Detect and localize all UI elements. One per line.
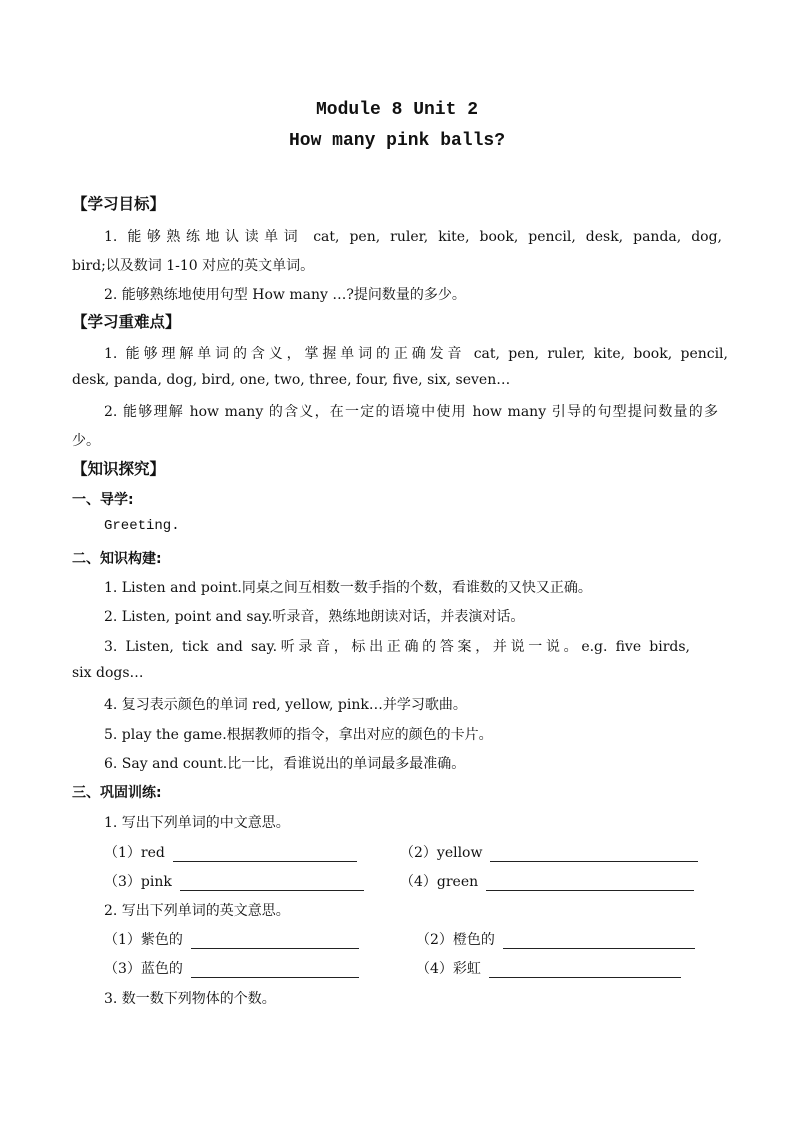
title-lesson: How many pink balls?: [288, 131, 506, 151]
q2-item-label: （2）橙色的: [416, 932, 495, 948]
keypoints-heading: 【学习重难点】: [72, 313, 181, 331]
keypoint-1-line2: desk, panda, dog, bird, one, two, three, four, five, six, seven…: [72, 372, 511, 388]
part2-item2: 2. Listen, point and say.听录音，熟练地朗读对话，并表演对话。: [104, 609, 525, 625]
q1-item-green: [400, 871, 694, 891]
part1-text: Greeting.: [104, 518, 180, 534]
q3-prompt: 3. 数一数下列物体的个数。: [104, 991, 276, 1007]
part2-item5: 5. play the game.根据教师的指令，拿出对应的颜色的卡片。: [104, 727, 493, 743]
keypoint-2-line1: 2. 能够理解 how many 的含义，在一定的语境中使用 how many 引导的句型提问数量的多: [104, 404, 718, 420]
q2-prompt: 2. 写出下列单词的英文意思。: [104, 903, 290, 919]
keypoint-1-line1: 1. 能够理解单词的含义，掌握单词的正确发音 cat, pen, ruler, kite, book, pencil,: [104, 346, 728, 362]
part2-heading: 二、知识构建:: [72, 551, 162, 567]
q2-item-orange: [416, 929, 695, 949]
answer-blank[interactable]: [173, 846, 357, 862]
q1-item-label: （4）green: [400, 874, 479, 890]
objective-1-line1: 1. 能够熟练地认读单词 cat, pen, ruler, kite, book, pencil, desk, panda, dog,: [104, 229, 722, 245]
q2-item-label: （4）彩虹: [416, 961, 481, 977]
part3-heading: 三、巩固训练:: [72, 785, 162, 801]
objectives-heading: 【学习目标】: [72, 195, 166, 213]
exploration-heading: 【知识探究】: [72, 460, 166, 478]
q2-item-purple: [104, 929, 359, 949]
q1-item-label: （2）yellow: [400, 845, 483, 861]
answer-blank[interactable]: [503, 933, 695, 949]
answer-blank[interactable]: [191, 933, 359, 949]
q1-item-label: （3）pink: [104, 874, 172, 890]
q2-item-blue: [104, 958, 359, 978]
answer-blank[interactable]: [486, 875, 694, 891]
answer-blank[interactable]: [180, 875, 364, 891]
q1-prompt: 1. 写出下列单词的中文意思。: [104, 815, 290, 831]
objective-1-line2: bird;以及数词 1-10 对应的英文单词。: [72, 258, 315, 274]
q1-item-red: [104, 842, 357, 862]
part1-heading: 一、导学:: [72, 492, 134, 508]
q2-item-label: （1）紫色的: [104, 932, 183, 948]
keypoint-2-line2: 少。: [72, 433, 100, 449]
part2-item3-line1: 3. Listen, tick and say.听录音，标出正确的答案，并说一说。e.g. five birds,: [104, 639, 690, 655]
q2-item-label: （3）蓝色的: [104, 961, 183, 977]
q1-item-pink: [104, 871, 364, 891]
part2-item1: 1. Listen and point.同桌之间互相数一数手指的个数，看谁数的又快又正确。: [104, 580, 592, 596]
answer-blank[interactable]: [490, 846, 698, 862]
q1-item-yellow: [400, 842, 698, 862]
q1-item-label: （1）red: [104, 845, 165, 861]
title-module: Module 8 Unit 2: [315, 100, 479, 120]
objective-2: 2. 能够熟练地使用句型 How many …?提问数量的多少。: [104, 287, 466, 303]
part2-item6: 6. Say and count.比一比，看谁说出的单词最多最准确。: [104, 756, 466, 772]
answer-blank[interactable]: [191, 962, 359, 978]
answer-blank[interactable]: [489, 962, 681, 978]
q2-item-rainbow: [416, 958, 681, 978]
part2-item4: 4. 复习表示颜色的单词 red, yellow, pink…并学习歌曲。: [104, 697, 467, 713]
part2-item3-line2: six dogs…: [72, 665, 144, 681]
